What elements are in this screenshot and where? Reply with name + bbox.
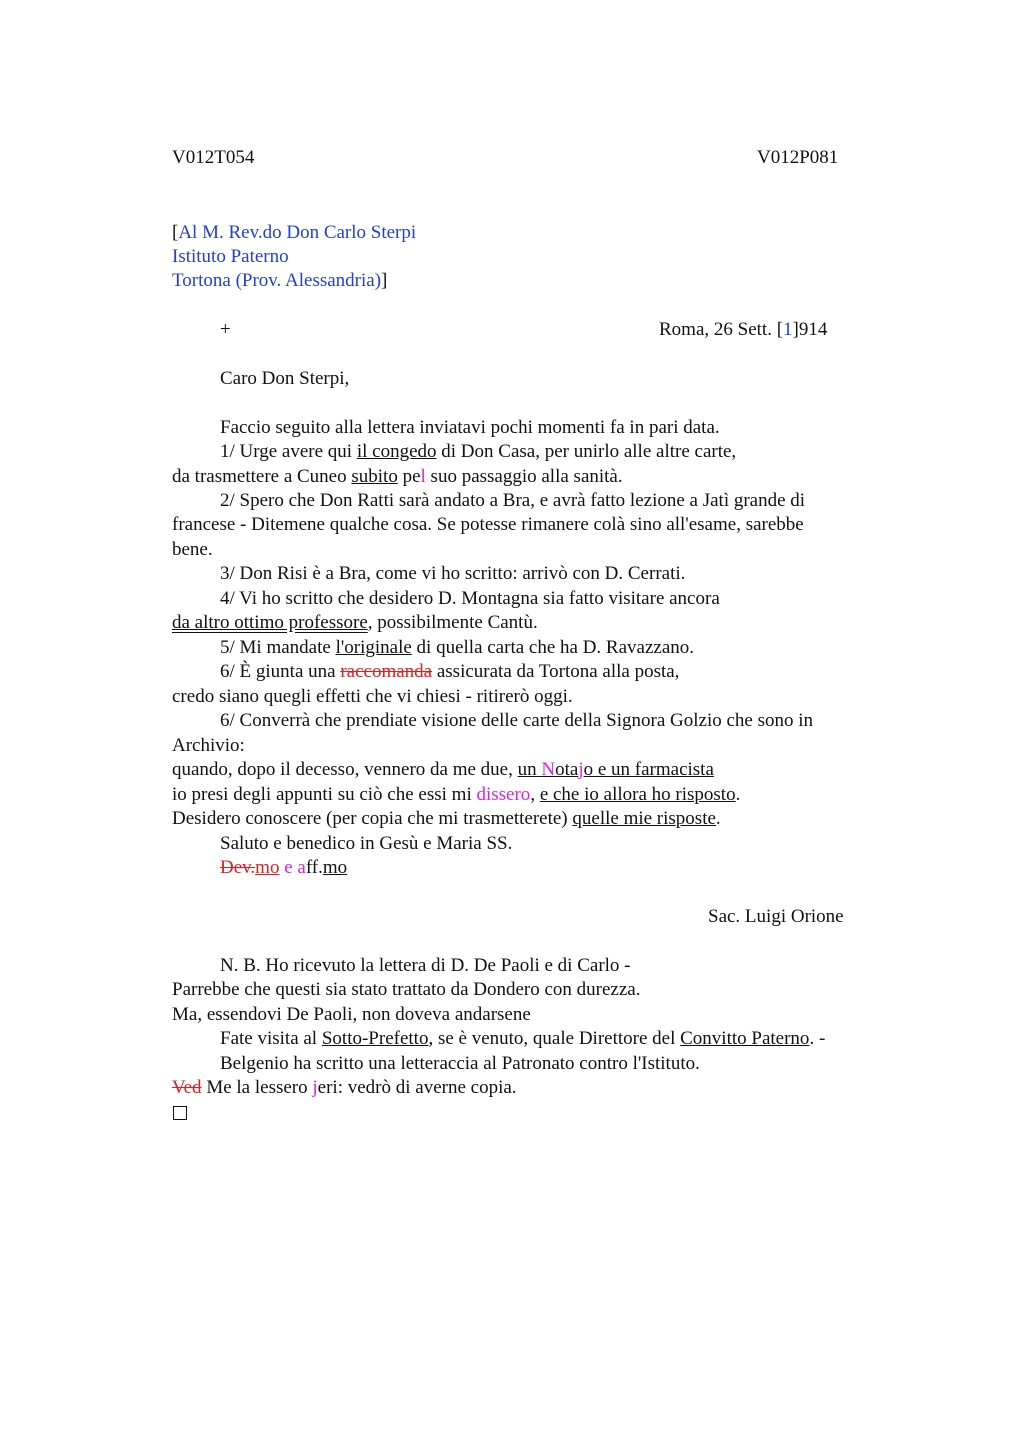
body-intro: Faccio seguito alla lettera inviatavi pochi momenti fa in pari data. xyxy=(220,417,720,438)
body-line: quando, dopo il decesso, vennero da me due, un Notajo e un farmacista xyxy=(172,759,714,780)
body-line: credo siano quegli effetti che vi chiesi - ritirerò oggi. xyxy=(172,686,573,707)
date-line: Roma, 26 Sett. [1]914 xyxy=(659,319,828,340)
body-line: da altro ottimo professore, possibilmente Cantù. xyxy=(172,612,538,633)
header-right-code: V012P081 xyxy=(757,147,839,168)
greeting: Caro Don Sterpi, xyxy=(220,368,350,389)
cross-mark: + xyxy=(220,319,231,340)
body-line: 3/ Don Risi è a Bra, come vi ho scritto: arrivò con D. Cerrati. xyxy=(220,563,686,584)
body-line: Archivio: xyxy=(172,735,245,756)
body-line: 6/ È giunta una raccomanda assicurata da Tortona alla posta, xyxy=(220,661,680,682)
postscript-line: Fate visita al Sotto-Prefetto, se è venuto, quale Direttore del Convitto Paterno. - xyxy=(220,1028,826,1049)
address-line-2: Istituto Paterno xyxy=(172,246,289,267)
body-line: 4/ Vi ho scritto che desidero D. Montagna sia fatto visitare ancora xyxy=(220,588,720,609)
end-box-icon xyxy=(173,1104,187,1126)
closing-formula: Dev.mo e aff.mo xyxy=(220,857,348,878)
signature: Sac. Luigi Orione xyxy=(708,906,844,927)
address-line-1: [Al M. Rev.do Don Carlo Sterpi xyxy=(172,222,417,243)
body-line: francese - Ditemene qualche cosa. Se potesse rimanere colà sino all'esame, sarebbe xyxy=(172,514,804,535)
body-line: io presi degli appunti su ciò che essi mi dissero, e che io allora ho risposto. xyxy=(172,784,741,805)
postscript-line: Belgenio ha scritto una letteraccia al Patronato contro l'Istituto. xyxy=(220,1053,700,1074)
body-line: Desidero conoscere (per copia che mi trasmetterete) quelle mie risposte. xyxy=(172,808,721,829)
body-line: 2/ Spero che Don Ratti sarà andato a Bra, e avrà fatto lezione a Jatì grande di xyxy=(220,490,806,511)
closing-line: Saluto e benedico in Gesù e Maria SS. xyxy=(220,833,513,854)
header-left-code: V012T054 xyxy=(172,147,255,168)
body-line: bene. xyxy=(172,539,213,560)
postscript-line: Parrebbe che questi sia stato trattato da Dondero con durezza. xyxy=(172,979,641,1000)
body-line: 6/ Converrà che prendiate visione delle carte della Signora Golzio che sono in xyxy=(220,710,814,731)
body-line: 5/ Mi mandate l'originale di quella carta che ha D. Ravazzano. xyxy=(220,637,695,658)
address-line-3: Tortona (Prov. Alessandria)] xyxy=(172,270,388,291)
body-line: da trasmettere a Cuneo subito pel suo passaggio alla sanità. xyxy=(172,466,623,487)
body-line: 1/ Urge avere qui il congedo di Don Casa, per unirlo alle altre carte, xyxy=(220,441,737,462)
postscript-line: N. B. Ho ricevuto la lettera di D. De Paoli e di Carlo - xyxy=(220,955,631,976)
postscript-line: Ved Me la lessero jeri: vedrò di averne copia. xyxy=(172,1077,517,1098)
postscript-line: Ma, essendovi De Paoli, non doveva andarsene xyxy=(172,1004,531,1025)
